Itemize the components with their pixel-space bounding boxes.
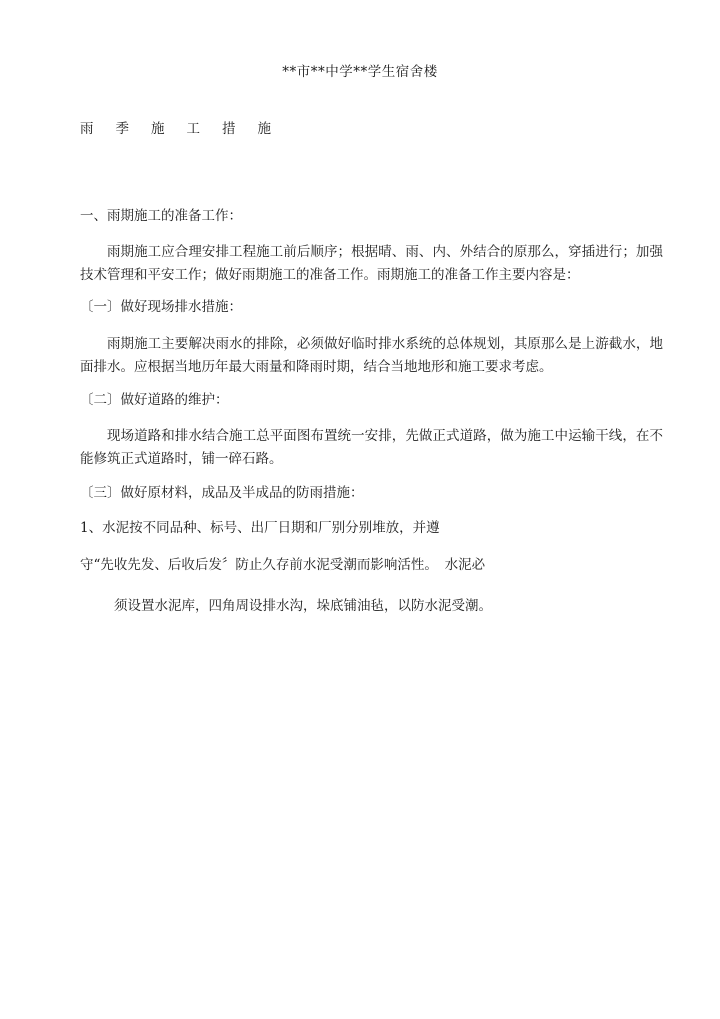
item-1-line-2: 守“先收先发、后收后发〞防止久存前水泥受潮而影响活性。 水泥必 xyxy=(80,557,486,573)
subtitle-char: 措 xyxy=(222,121,236,137)
subtitle-char: 施 xyxy=(257,121,271,137)
subtitle-char: 施 xyxy=(151,121,165,137)
subsection-1-body: 雨期施工主要解决雨水的排除，必须做好临时排水系统的总体规划，其原那么是上游截水，地面排水。应根据当地历年最大雨量和降雨时期，结合当地地形和施工要求考虑。 xyxy=(80,336,663,375)
item-1-line-1: 1、水泥按不同品种、标号、出厂日期和厂别分别堆放，并遵 xyxy=(80,520,440,536)
subtitle-char: 工 xyxy=(186,121,200,137)
subsection-1-heading: 〔一〕做好现场排水措施： xyxy=(80,299,242,315)
section-1-heading: 一、雨期施工的准备工作： xyxy=(80,208,242,224)
subsection-3-heading: 〔三〕做好原材料，成品及半成品的防雨措施： xyxy=(80,485,364,501)
subsection-2-body: 现场道路和排水结合施工总平面图布置统一安排，先做正式道路，做为施工中运输干线，在不能修筑正式道路时，铺一碎石路。 xyxy=(80,428,663,467)
item-1-line-3: 须设置水泥库，四角周设排水沟，垛底铺油毡，以防水泥受潮。 xyxy=(114,598,492,614)
section-1-body: 雨期施工应合理安排工程施工前后顺序；根据晴、雨、内、外结合的原那么，穿插进行；加强技术管理和平安工作；做好雨期施工的准备工作。雨期施工的准备工作主要内容是： xyxy=(80,244,663,283)
document-subtitle xyxy=(80,120,271,138)
document-title: **市**中学**学生宿舍楼 xyxy=(282,64,438,80)
subsection-2-heading: 〔二〕做好道路的维护： xyxy=(80,392,229,408)
subtitle-char: 季 xyxy=(115,121,129,137)
subtitle-char: 雨 xyxy=(80,121,94,137)
